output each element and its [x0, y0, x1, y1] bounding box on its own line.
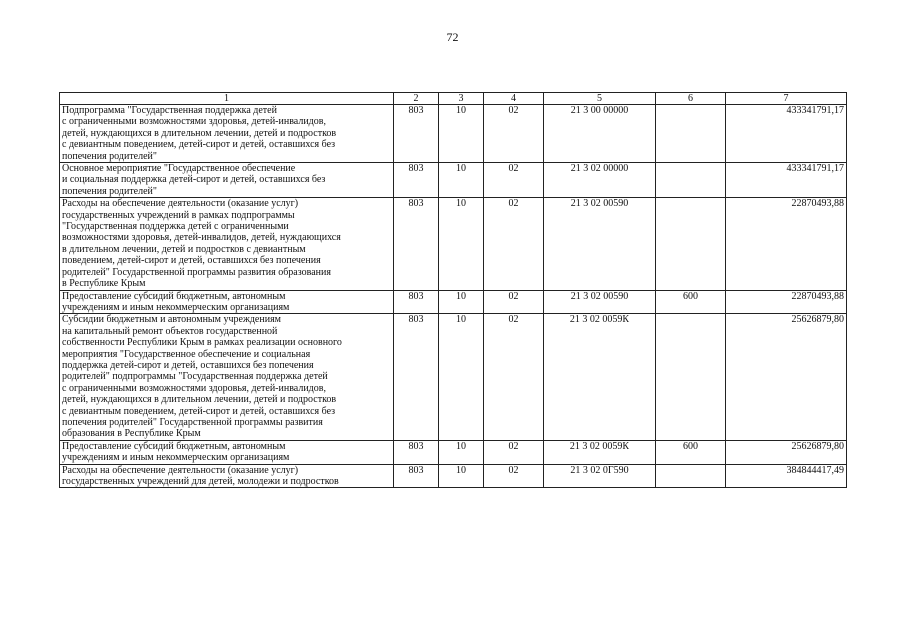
row-amount: 22870493,88 — [726, 198, 847, 290]
row-description: Расходы на обеспечение деятельности (оказание услуг) государственных учреждений в рамках подпрограммы "Государственная поддержка детей с ограниченными возможностями здоровья, детей-инвалидов, детей, нуждающихся в длительном лечении, детей и подростков с девиантным поведением, детей-сирот и детей, оставшихся без попечения родителей" Государственной программы развития образования в Республике Крым — [60, 198, 394, 290]
row-col-4: 02 — [484, 163, 544, 198]
table-header-row — [60, 93, 847, 105]
row-amount: 25626879,80 — [726, 314, 847, 440]
row-col-2: 803 — [394, 464, 439, 488]
row-col-3: 10 — [439, 290, 484, 314]
table-row — [60, 440, 847, 464]
header-col-5: 5 — [544, 93, 656, 105]
table-row — [60, 314, 847, 440]
table-row — [60, 105, 847, 163]
row-col-4: 02 — [484, 440, 544, 464]
row-description: Предоставление субсидий бюджетным, автономным учреждениям и иным некоммерческим организациям — [60, 290, 394, 314]
row-col-5: 21 3 02 0Г590 — [544, 464, 656, 488]
row-col-6 — [656, 464, 726, 488]
budget-table — [59, 92, 847, 488]
row-col-2: 803 — [394, 163, 439, 198]
row-amount: 433341791,17 — [726, 105, 847, 163]
header-col-3: 3 — [439, 93, 484, 105]
page-number: 72 — [446, 30, 459, 44]
row-col-5: 21 3 00 00000 — [544, 105, 656, 163]
table-row — [60, 464, 847, 488]
row-col-3: 10 — [439, 314, 484, 440]
row-description: Подпрограмма "Государственная поддержка детей с ограниченными возможностями здоровья, детей-инвалидов, детей, нуждающихся в длительном лечении, детей и подростков с девиантным поведением, детей-сирот и детей, оставшихся без попечения родителей" — [60, 105, 394, 163]
header-col-6: 6 — [656, 93, 726, 105]
row-col-2: 803 — [394, 290, 439, 314]
row-col-4: 02 — [484, 198, 544, 290]
row-description: Предоставление субсидий бюджетным, автономным учреждениям и иным некоммерческим организациям — [60, 440, 394, 464]
row-col-6 — [656, 198, 726, 290]
row-description: Основное мероприятие "Государственное обеспечение и социальная поддержка детей-сирот и детей, оставшихся без попечения родителей" — [60, 163, 394, 198]
row-col-3: 10 — [439, 198, 484, 290]
header-col-7: 7 — [726, 93, 847, 105]
row-col-6: 600 — [656, 440, 726, 464]
row-col-5: 21 3 02 0059К — [544, 314, 656, 440]
row-col-4: 02 — [484, 105, 544, 163]
header-col-4: 4 — [484, 93, 544, 105]
row-amount: 25626879,80 — [726, 440, 847, 464]
row-col-2: 803 — [394, 440, 439, 464]
row-col-3: 10 — [439, 464, 484, 488]
table-row — [60, 290, 847, 314]
row-col-4: 02 — [484, 464, 544, 488]
header-col-1: 1 — [60, 93, 394, 105]
row-col-6: 600 — [656, 290, 726, 314]
header-col-2: 2 — [394, 93, 439, 105]
row-col-2: 803 — [394, 314, 439, 440]
row-description: Расходы на обеспечение деятельности (оказание услуг) государственных учреждений для детей, молодежи и подростков — [60, 464, 394, 488]
row-col-6 — [656, 314, 726, 440]
row-col-5: 21 3 02 00000 — [544, 163, 656, 198]
row-col-6 — [656, 105, 726, 163]
row-col-5: 21 3 02 0059К — [544, 440, 656, 464]
table-row — [60, 163, 847, 198]
row-col-5: 21 3 02 00590 — [544, 290, 656, 314]
row-col-3: 10 — [439, 440, 484, 464]
row-col-3: 10 — [439, 163, 484, 198]
row-col-3: 10 — [439, 105, 484, 163]
row-col-4: 02 — [484, 290, 544, 314]
row-col-2: 803 — [394, 198, 439, 290]
row-amount: 433341791,17 — [726, 163, 847, 198]
row-col-5: 21 3 02 00590 — [544, 198, 656, 290]
row-col-4: 02 — [484, 314, 544, 440]
row-amount: 384844417,49 — [726, 464, 847, 488]
row-description: Субсидии бюджетным и автономным учреждениям на капитальный ремонт объектов государственной собственности Республики Крым в рамках реализации основного мероприятия "Государственное обеспечение и социальная поддержка детей-сирот и детей, оставшихся без попечения родителей" подпрограммы "Государственная поддержка детей с ограниченными возможностями здоровья, детей-инвалидов, детей, нуждающихся в длительном лечении, детей и подростков с девиантным поведением, детей-сирот и детей, оставшихся без попечения родителей" Государственной программы развития образования в Республике Крым — [60, 314, 394, 440]
row-amount: 22870493,88 — [726, 290, 847, 314]
row-col-2: 803 — [394, 105, 439, 163]
row-col-6 — [656, 163, 726, 198]
table-row — [60, 198, 847, 290]
